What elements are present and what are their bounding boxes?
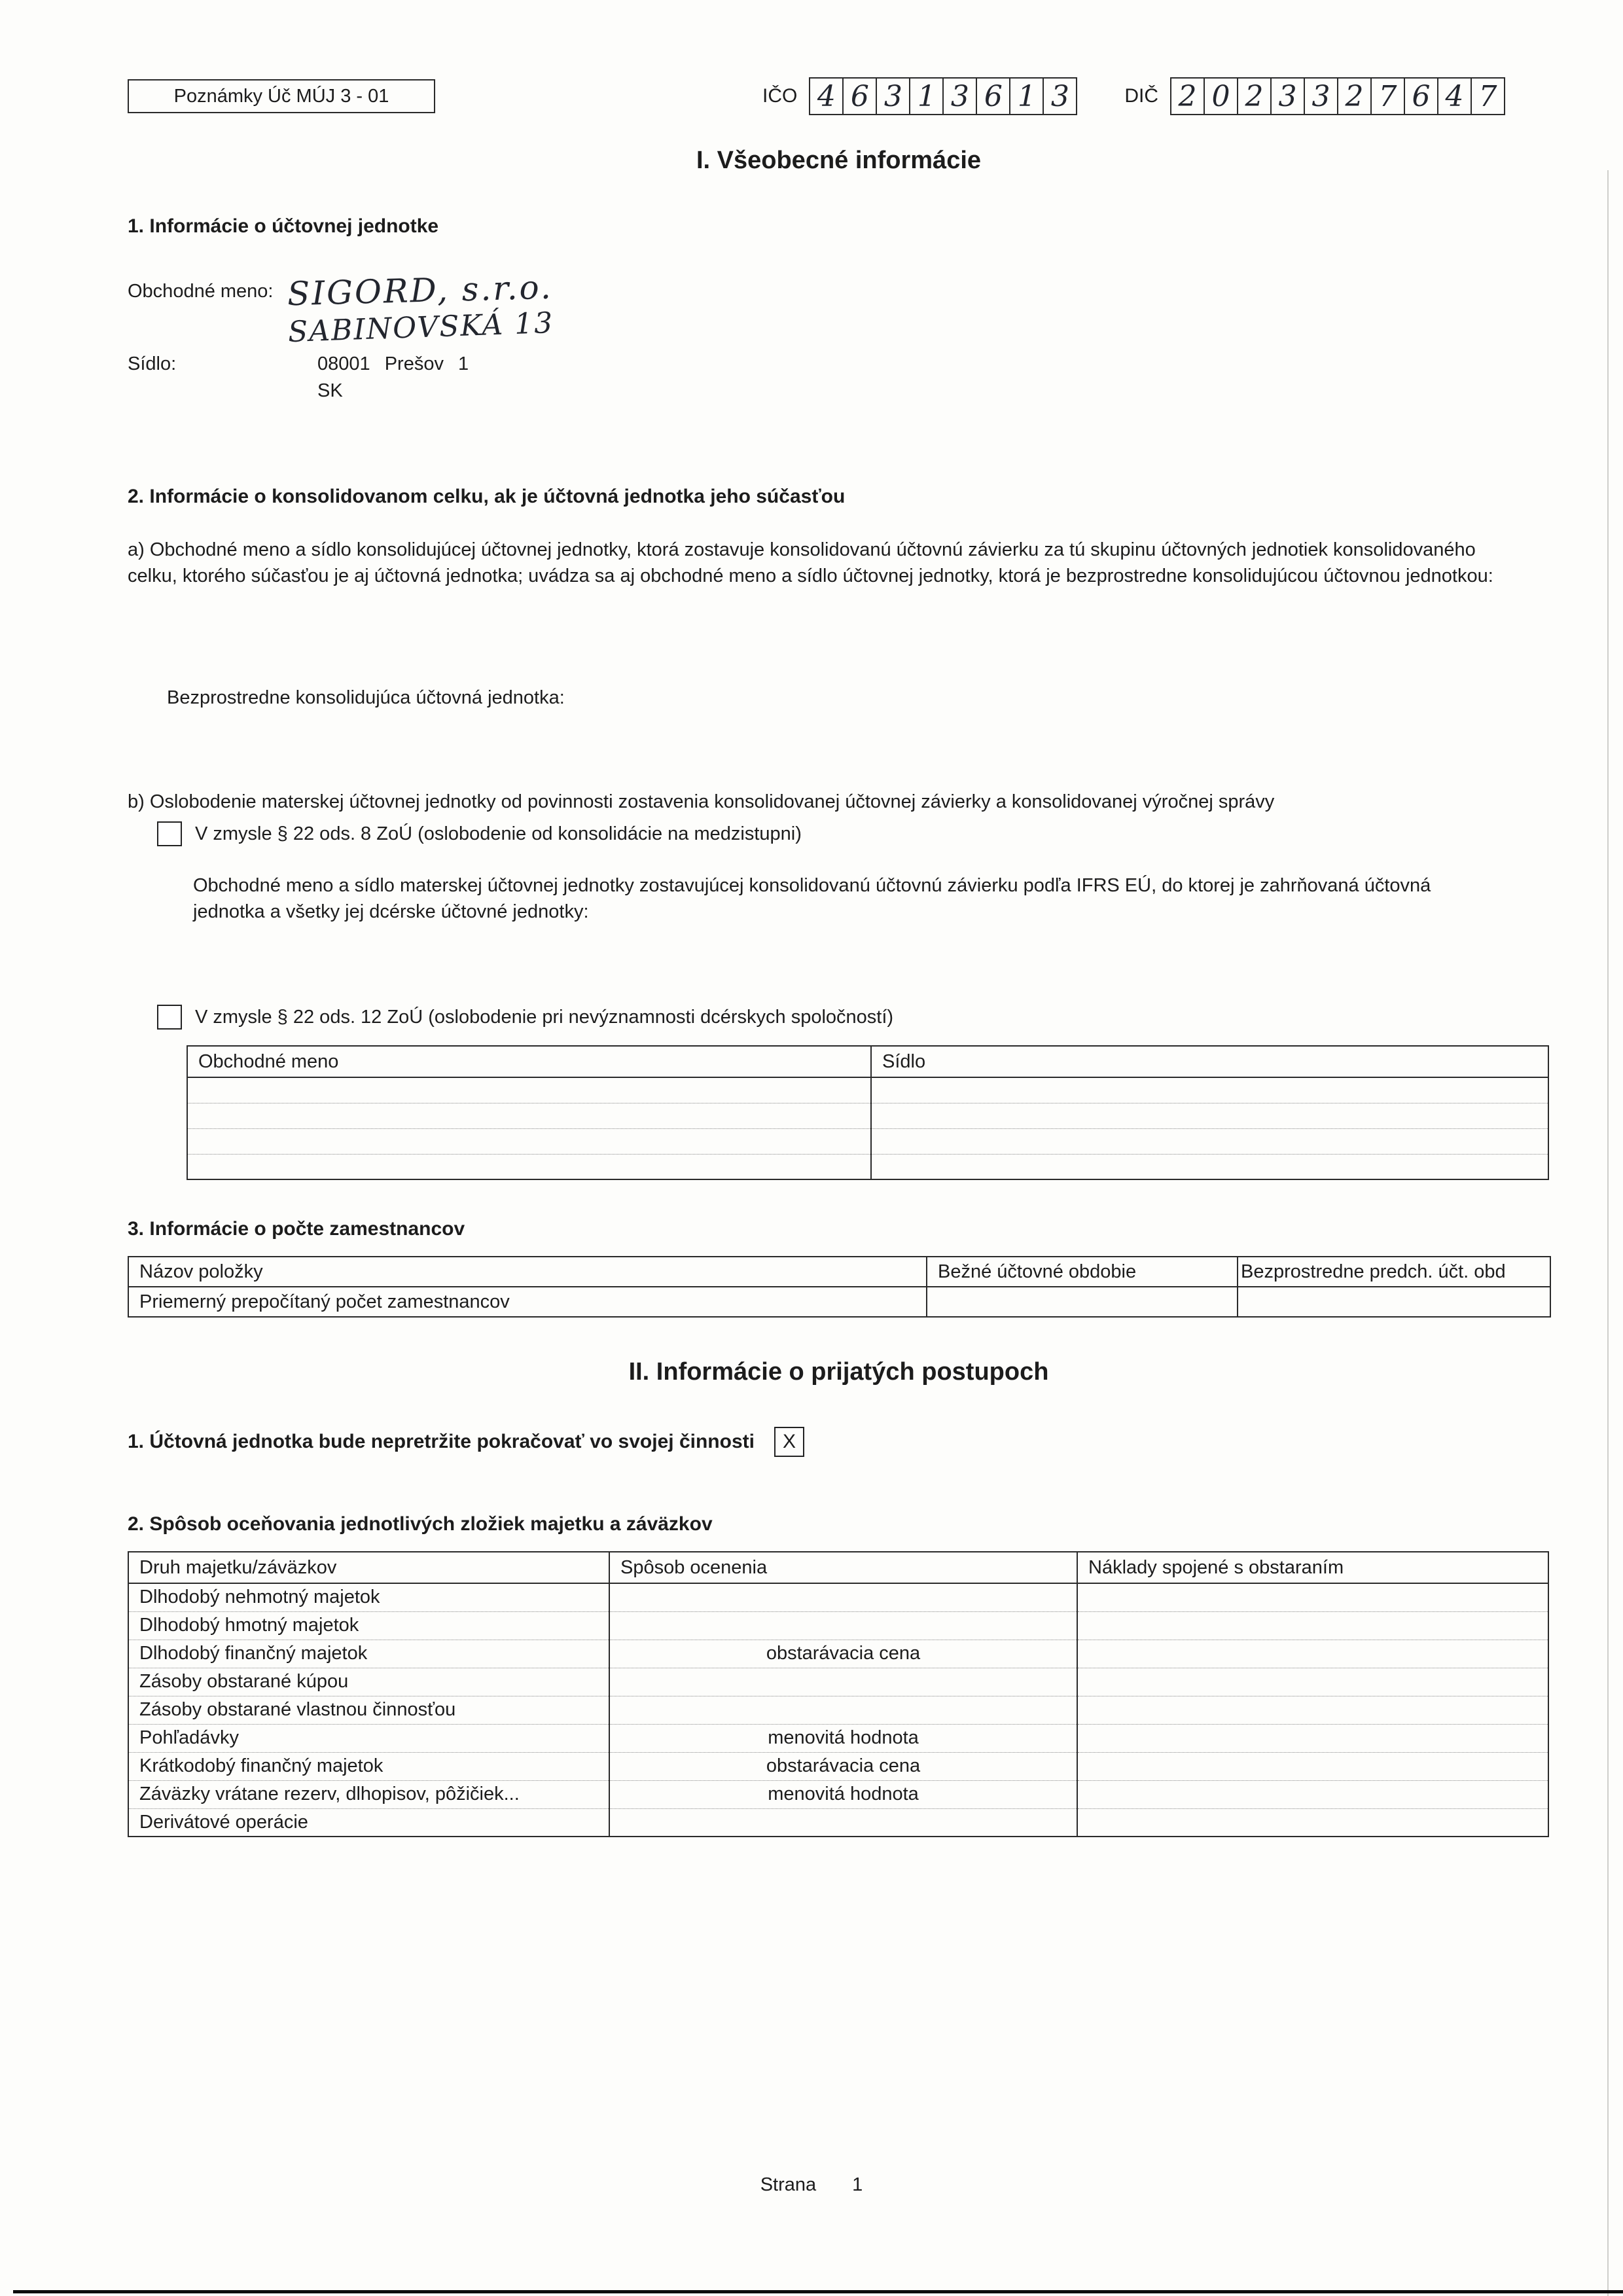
ico-digit-boxes[interactable]: [809, 77, 1077, 115]
empty-cell[interactable]: [871, 1154, 1548, 1179]
seat-label: Sídlo:: [128, 353, 177, 374]
continuity-checkbox[interactable]: [774, 1427, 804, 1457]
valuation-method[interactable]: [609, 1611, 1077, 1640]
continuity-heading: 1. Účtovná jednotka bude nepretržite pokračovať vo svojej činnosti: [128, 1431, 755, 1452]
consolidation-table: [187, 1045, 1549, 1180]
valuation-item: Dlhodobý finančný majetok: [128, 1640, 609, 1668]
dic-digit[interactable]: 2: [1170, 77, 1205, 115]
valuation-costs[interactable]: [1077, 1611, 1548, 1640]
valuation-costs[interactable]: [1077, 1780, 1548, 1808]
ico-digit[interactable]: 6: [976, 77, 1010, 115]
continuity-checkbox-value: X: [782, 1431, 796, 1452]
valuation-item: Dlhodobý nehmotný majetok: [128, 1583, 609, 1611]
valuation-method[interactable]: obstarávacia cena: [609, 1752, 1077, 1780]
dic-digit[interactable]: 2: [1237, 77, 1272, 115]
section3-heading: 3. Informácie o počte zamestnancov: [128, 1218, 465, 1240]
part2-title: II. Informácie o prijatých postupoch: [628, 1358, 1049, 1386]
checkbox-s22-ods8-label: V zmysle § 22 ods. 8 ZoÚ (oslobodenie od konsolidácie na medzistupni): [195, 823, 802, 844]
empty-cell[interactable]: [871, 1077, 1548, 1103]
valuation-costs[interactable]: [1077, 1724, 1548, 1752]
valuation-method[interactable]: menovitá hodnota: [609, 1724, 1077, 1752]
valuation-col2-header: Spôsob ocenenia: [609, 1552, 1077, 1583]
valuation-costs[interactable]: [1077, 1583, 1548, 1611]
valuation-item: Dlhodobý hmotný majetok: [128, 1611, 609, 1640]
business-name-value[interactable]: SIGORD, s.r.o.: [287, 268, 554, 314]
business-name-label: Obchodné meno:: [128, 281, 274, 302]
dic-digit[interactable]: 0: [1204, 77, 1238, 115]
valuation-method[interactable]: obstarávacia cena: [609, 1640, 1077, 1668]
scan-edge-right: [1607, 170, 1609, 2296]
checkbox-s22-ods8[interactable]: [157, 821, 182, 846]
ifrs-paragraph: Obchodné meno a sídlo materskej účtovnej jednotky zostavujúcej konsolidovanú účtovnú závierku podľa IFRS EÚ, do ktorej je zahrňovaná účtovná jednotka a všetky jej dcérske účtovné jednotky:: [193, 875, 1431, 922]
dic-label: DIČ: [1124, 85, 1159, 107]
consolidation-col1-header: Obchodné meno: [187, 1046, 871, 1077]
employees-col1-header: Názov položky: [128, 1257, 927, 1287]
empty-cell[interactable]: [871, 1128, 1548, 1154]
valuation-costs[interactable]: [1077, 1752, 1548, 1780]
section2-para-b: b) Oslobodenie materskej účtovnej jednotky od povinnosti zostavenia konsolidovanej účtovnej závierky a konsolidovanej výročnej správy: [128, 791, 1275, 812]
valuation-item: Zásoby obstarané vlastnou činnosťou: [128, 1696, 609, 1724]
section2-heading: 2. Informácie o konsolidovanom celku, ak je účtovná jednotka jeho súčasťou: [128, 486, 846, 507]
valuation-col3-header: Náklady spojené s obstaraním: [1077, 1552, 1548, 1583]
consolidation-col2-header: Sídlo: [871, 1046, 1548, 1077]
employees-col2-header: Bežné účtovné obdobie: [927, 1257, 1238, 1287]
checkbox-s22-ods12[interactable]: [157, 1005, 182, 1030]
immediate-consolidating-label: Bezprostredne konsolidujúca účtovná jednotka:: [167, 687, 565, 708]
dic-digit[interactable]: 4: [1437, 77, 1472, 115]
valuation-method[interactable]: [609, 1696, 1077, 1724]
page-label: Strana: [760, 2174, 817, 2195]
dic-digit[interactable]: 3: [1304, 77, 1338, 115]
employees-col3-header: Bezprostredne predch. účt. obd: [1238, 1257, 1550, 1287]
valuation-method[interactable]: [609, 1668, 1077, 1696]
empty-cell[interactable]: [187, 1103, 871, 1128]
valuation-method[interactable]: [609, 1808, 1077, 1837]
part1-title: I. Všeobecné informácie: [696, 147, 982, 174]
employees-current-value[interactable]: [927, 1287, 1238, 1317]
empty-cell[interactable]: [187, 1128, 871, 1154]
employees-previous-value[interactable]: [1238, 1287, 1550, 1317]
seat-country: SK: [317, 380, 343, 401]
ico-digit[interactable]: 3: [1043, 77, 1077, 115]
valuation-table: [128, 1551, 1549, 1837]
business-street-value[interactable]: SABINOVSKÁ 13: [287, 306, 554, 350]
ico-digit[interactable]: 3: [942, 77, 977, 115]
valuation-method[interactable]: menovitá hodnota: [609, 1780, 1077, 1808]
scan-edge-bottom: [13, 2290, 1623, 2293]
dic-digit[interactable]: 7: [1370, 77, 1405, 115]
valuation-method[interactable]: [609, 1583, 1077, 1611]
empty-cell[interactable]: [187, 1154, 871, 1179]
seat-city: 08001 Prešov 1: [317, 353, 469, 374]
page-footer: [0, 2174, 1623, 2196]
section1-heading: 1. Informácie o účtovnej jednotke: [128, 215, 439, 237]
valuation-item: Krátkodobý finančný majetok: [128, 1752, 609, 1780]
form-code: Poznámky Úč MÚJ 3 - 01: [173, 85, 389, 107]
ico-digit[interactable]: 1: [1009, 77, 1044, 115]
ico-label: IČO: [762, 85, 798, 107]
valuation-item: Pohľadávky: [128, 1724, 609, 1752]
dic-digit[interactable]: 2: [1337, 77, 1372, 115]
form-code-box: [128, 79, 435, 113]
ico-digit[interactable]: 1: [909, 77, 944, 115]
valuation-item: Zásoby obstarané kúpou: [128, 1668, 609, 1696]
dic-digit[interactable]: 3: [1270, 77, 1305, 115]
valuation-costs[interactable]: [1077, 1668, 1548, 1696]
employees-table: [128, 1256, 1551, 1318]
valuation-heading: 2. Spôsob oceňovania jednotlivých zložiek majetku a záväzkov: [128, 1513, 713, 1535]
page-number: 1: [852, 2174, 863, 2195]
checkbox-s22-ods12-label: V zmysle § 22 ods. 12 ZoÚ (oslobodenie pri nevýznamnosti dcérskych spoločností): [195, 1006, 894, 1028]
empty-cell[interactable]: [871, 1103, 1548, 1128]
valuation-col1-header: Druh majetku/záväzkov: [128, 1552, 609, 1583]
employees-row-label: Priemerný prepočítaný počet zamestnancov: [139, 1291, 510, 1312]
valuation-item: Derivátové operácie: [139, 1811, 308, 1833]
ico-digit[interactable]: 6: [842, 77, 877, 115]
valuation-costs[interactable]: [1077, 1696, 1548, 1724]
valuation-costs[interactable]: [1077, 1808, 1548, 1837]
ico-digit[interactable]: 3: [876, 77, 910, 115]
valuation-item: Záväzky vrátane rezerv, dlhopisov, pôžičiek...: [128, 1780, 609, 1808]
section2-para-a: a) Obchodné meno a sídlo konsolidujúcej účtovnej jednotky, ktorá zostavuje konsolidovanú účtovnú závierku za tú skupinu účtovných jednotiek konsolidovaného celku, ktorého súčasťou je aj účtovná jednotka; uvádza sa aj obchodné meno a sídlo účtovnej jednotky, ktorá je bezprostredne konsolidujúcou účtovnou jednotkou:: [128, 539, 1493, 586]
valuation-costs[interactable]: [1077, 1640, 1548, 1668]
dic-digit[interactable]: 6: [1404, 77, 1438, 115]
empty-cell[interactable]: [187, 1077, 871, 1103]
dic-digit-boxes[interactable]: [1170, 77, 1505, 115]
dic-digit[interactable]: 7: [1471, 77, 1505, 115]
ico-digit[interactable]: 4: [809, 77, 844, 115]
form-header: [128, 77, 1550, 115]
